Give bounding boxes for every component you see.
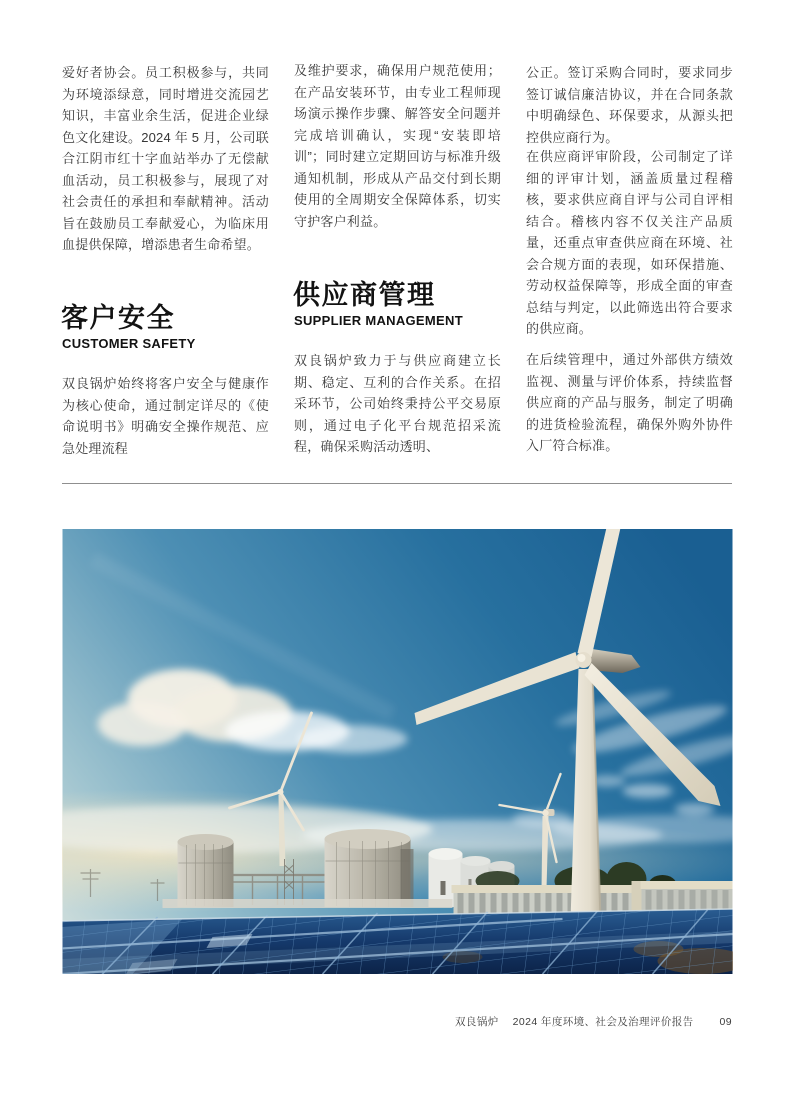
horizontal-divider (62, 483, 732, 484)
section-subtitle-customer-safety-en: CUSTOMER SAFETY (62, 336, 196, 351)
footer-report-title: 2024 年度环境、社会及治理评价报告 (512, 1016, 694, 1028)
col1-paragraph-customer-safety: 双良锅炉始终将客户安全与健康作为核心使命，通过制定详尽的《使命说明书》明确安全操作规范、应急处理流程 (62, 376, 269, 456)
hero-photo-wind-solar (62, 529, 733, 974)
col3-paragraph-2: 在供应商评审阶段，公司制定了详细的评审计划，涵盖质量过程稽核，要求供应商自评与公司自评相结合。稽核内容不仅关注产品质量，还重点审查供应商在环境、社会合规方面的表现，如环保措施、劳动权益保障等，形成全面的审查总结与判定，以此筛选出符合要求的供应商。 (526, 149, 733, 336)
section-title-supplier-management: 供应商管理 (293, 280, 436, 310)
col2-paragraph-continuation: 及维护要求，确保用户规范使用；在产品安装环节，由专业工程师现场演示操作步骤、解答安全问题并完成培训确认，实现“安装即培训”；同时建立定期回访与标准升级通知机制，形成从产品交付到长期使用的全周期安全保障体系，切实守护客户利益。 (294, 63, 501, 229)
section-title-customer-safety: 客户安全 (61, 303, 175, 333)
footer-company: 双良锅炉 (455, 1016, 499, 1028)
section-subtitle-supplier-management-en: SUPPLIER MANAGEMENT (294, 313, 463, 328)
solar-panel-array (62, 909, 733, 974)
page-footer (62, 1014, 732, 1029)
col3-paragraph-3: 在后续管理中，通过外部供方绩效监视、测量与评价体系，持续监督供应商的产品与服务，制定了明确的进货检验流程，确保外购外协件入厂符合标准。 (526, 352, 733, 453)
col2-paragraph-supplier-management: 双良锅炉致力于与供应商建立长期、稳定、互利的合作关系。在招采环节，公司始终秉持公平交易原则，通过电子化平台规范招采流程，确保采购活动透明、 (294, 353, 501, 454)
col3-paragraph-1: 公正。签订采购合同时，要求同步签订诚信廉洁协议，并在合同条款中明确绿色、环保要求，从源头把控供应商行为。 (526, 65, 733, 145)
col1-paragraph-continuation: 爱好者协会。员工积极参与，共同为环境添绿意，同时增进交流园艺知识，丰富业余生活，促进企业绿色文化建设。2024 年 5 月，公司联合江阴市红十字血站举办了无偿献血活动，员工积极参与，展现了对社会责任的承担和奉献精神。活动旨在鼓励员工奉献爱心，为临床用血提供保障，增添患者生命希望。 (62, 65, 269, 252)
footer-page-number: 09 (719, 1016, 732, 1028)
